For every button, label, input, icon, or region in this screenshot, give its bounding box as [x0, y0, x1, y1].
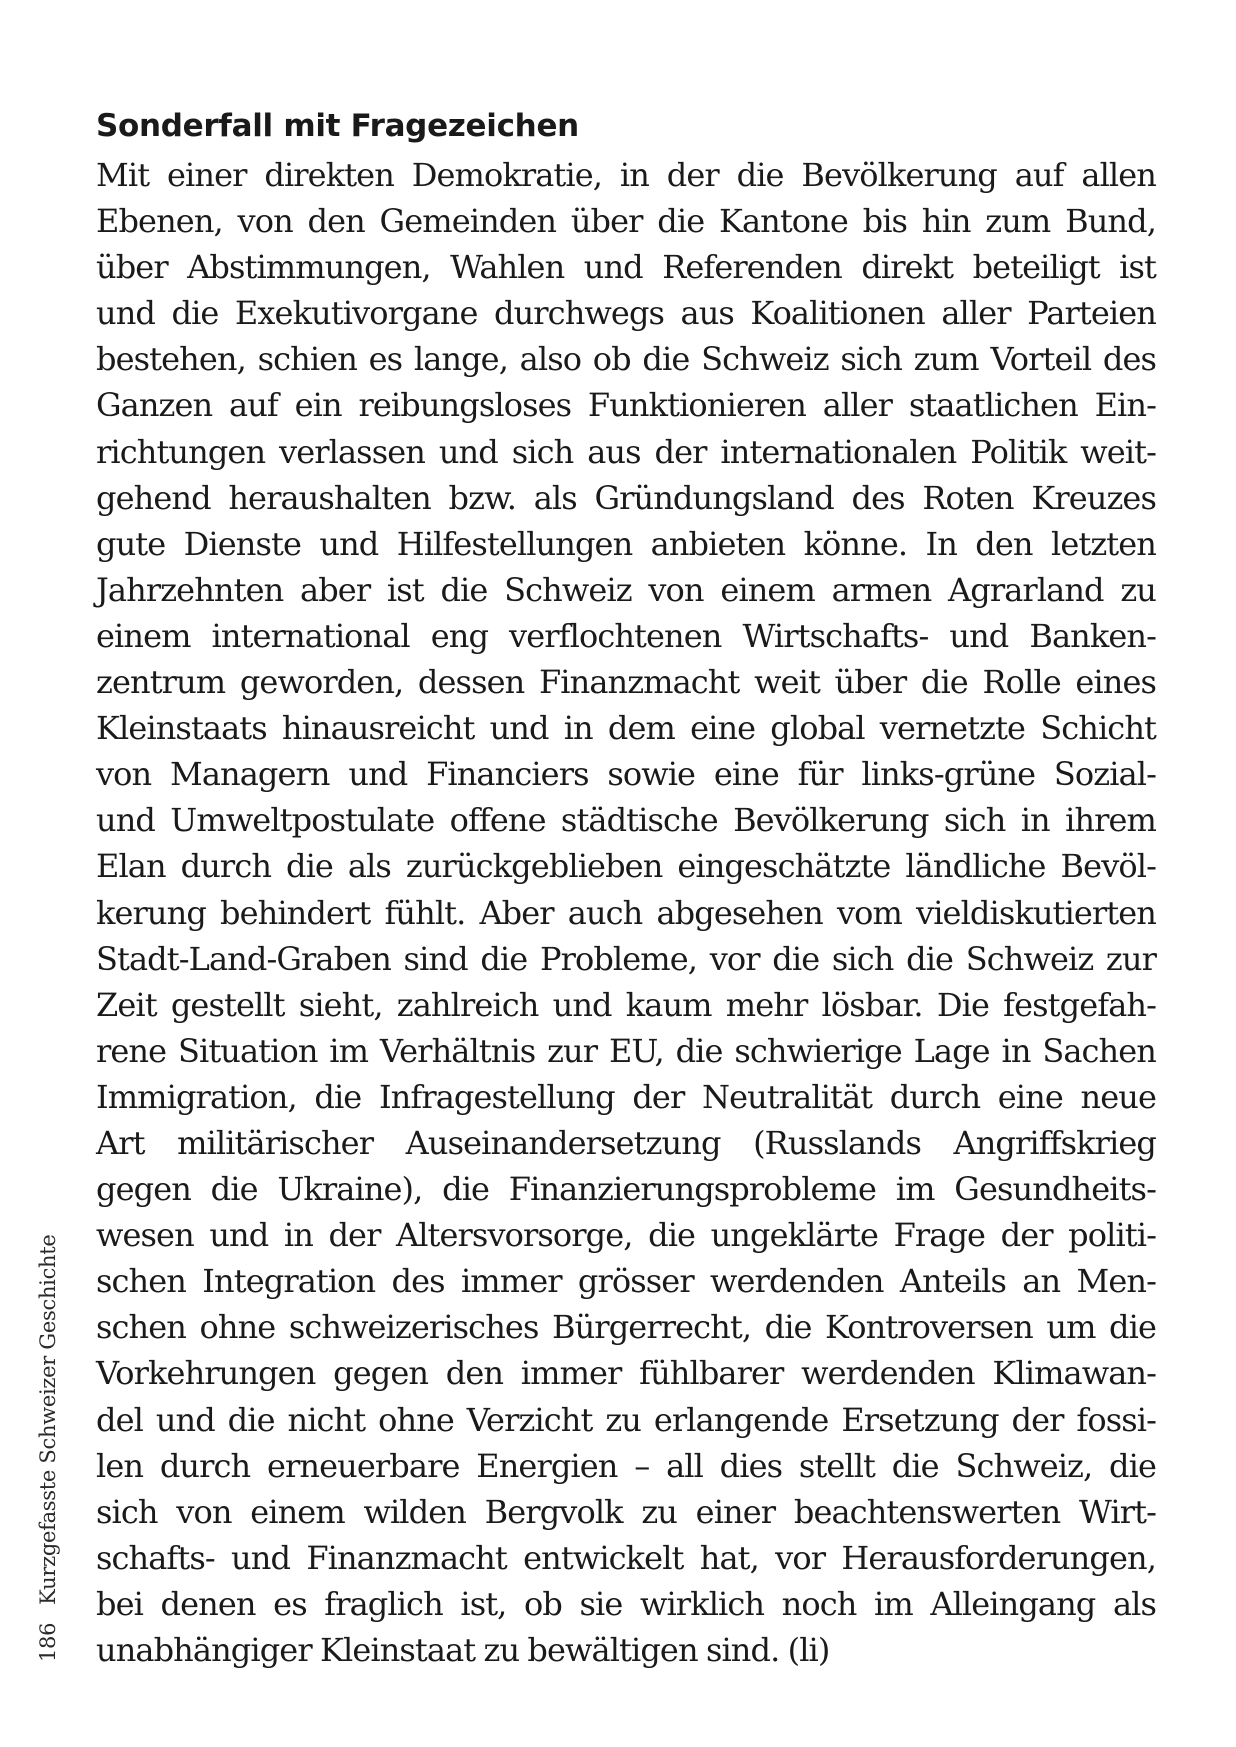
paragraph-line: über Abstimmungen, Wahlen und Referenden direkt beteiligt ist [96, 248, 1156, 287]
paragraph-line: bei denen es fraglich ist, ob sie wirklich noch im Alleingang als [96, 1584, 1156, 1623]
vertical-running-head [34, 1234, 62, 1662]
paragraph-line: richtungen verlassen und sich aus der internationalen Politik weit- [96, 432, 1156, 471]
paragraph-line: Elan durch die als zurückgeblieben eingeschätzte ländliche Bevöl- [96, 847, 1156, 886]
paragraph-line: sich von einem wilden Bergvolk zu einer beachtenswerten Wirt- [96, 1492, 1156, 1531]
paragraph-line: gegen die Ukraine), die Finanzierungsprobleme im Gesundheits- [96, 1170, 1156, 1209]
paragraph-line: Immigration, die Infragestellung der Neutralität durch eine neue [96, 1077, 1156, 1116]
paragraph-line: gehend heraushalten bzw. als Gründungsland des Roten Kreuzes [96, 478, 1156, 517]
paragraph-line: einem international eng verflochtenen Wirtschafts- und Banken- [96, 616, 1156, 655]
paragraph-line: Ganzen auf ein reibungsloses Funktionieren aller staatlichen Ein- [96, 386, 1156, 425]
paragraph-line: schen Integration des immer grösser werdenden Anteils an Men- [96, 1262, 1156, 1301]
paragraph-line: Ebenen, von den Gemeinden über die Kantone bis hin zum Bund, [96, 202, 1156, 241]
paragraph-line: von Managern und Financiers sowie eine für links-grüne Sozial- [96, 755, 1156, 794]
paragraph-line: len durch erneuerbare Energien – all dies stellt die Schweiz, die [96, 1446, 1156, 1485]
section-heading: Sonderfall mit Fragezeichen [96, 108, 579, 144]
paragraph-line: Jahrzehnten aber ist die Schweiz von einem armen Agrarland zu [96, 570, 1156, 609]
paragraph-line: Zeit gestellt sieht, zahlreich und kaum mehr lösbar. Die festgefah- [96, 985, 1156, 1024]
paragraph-line: Stadt-Land-Graben sind die Probleme, vor die sich die Schweiz zur [96, 939, 1156, 978]
paragraph-line: unabhängiger Kleinstaat zu bewältigen sind. (li) [96, 1631, 830, 1669]
paragraph-line: kerung behindert fühlt. Aber auch abgesehen vom vieldiskutierten [96, 893, 1156, 932]
paragraph-line: gute Dienste und Hilfestellungen anbieten könne. In den letzten [96, 524, 1156, 563]
paragraph-line: rene Situation im Verhältnis zur EU, die schwierige Lage in Sachen [96, 1031, 1156, 1070]
paragraph-line: Art militärischer Auseinandersetzung (Russlands Angriffskrieg [96, 1123, 1156, 1162]
paragraph-line: wesen und in der Altersvorsorge, die ungeklärte Frage der politi- [96, 1216, 1156, 1255]
paragraph-line: zentrum geworden, dessen Finanzmacht weit über die Rolle eines [96, 663, 1156, 702]
page-number: 186 [36, 1622, 60, 1662]
paragraph-line: Kleinstaats hinausreicht und in dem eine global vernetzte Schicht [96, 709, 1156, 748]
paragraph-line: Mit einer direkten Demokratie, in der die Bevölkerung auf allen [96, 156, 1156, 194]
paragraph-line: und die Exekutivorgane durchwegs aus Koalitionen aller Parteien [96, 294, 1156, 333]
paragraph-line: del und die nicht ohne Verzicht zu erlangende Ersetzung der fossi- [96, 1400, 1156, 1439]
paragraph-line: Vorkehrungen gegen den immer fühlbarer werdenden Klimawan- [96, 1354, 1156, 1393]
paragraph-line: schafts- und Finanzmacht entwickelt hat, vor Herausforderungen, [96, 1538, 1156, 1577]
body-paragraph [96, 152, 1156, 1673]
paragraph-line: schen ohne schweizerisches Bürgerrecht, die Kontroversen um die [96, 1308, 1156, 1347]
paragraph-line: bestehen, schien es lange, also ob die Schweiz sich zum Vorteil des [96, 340, 1156, 379]
paragraph-line: und Umweltpostulate offene städtische Bevölkerung sich in ihrem [96, 801, 1156, 840]
running-title: Kurzgefasste Schweizer Geschichte [36, 1234, 60, 1605]
